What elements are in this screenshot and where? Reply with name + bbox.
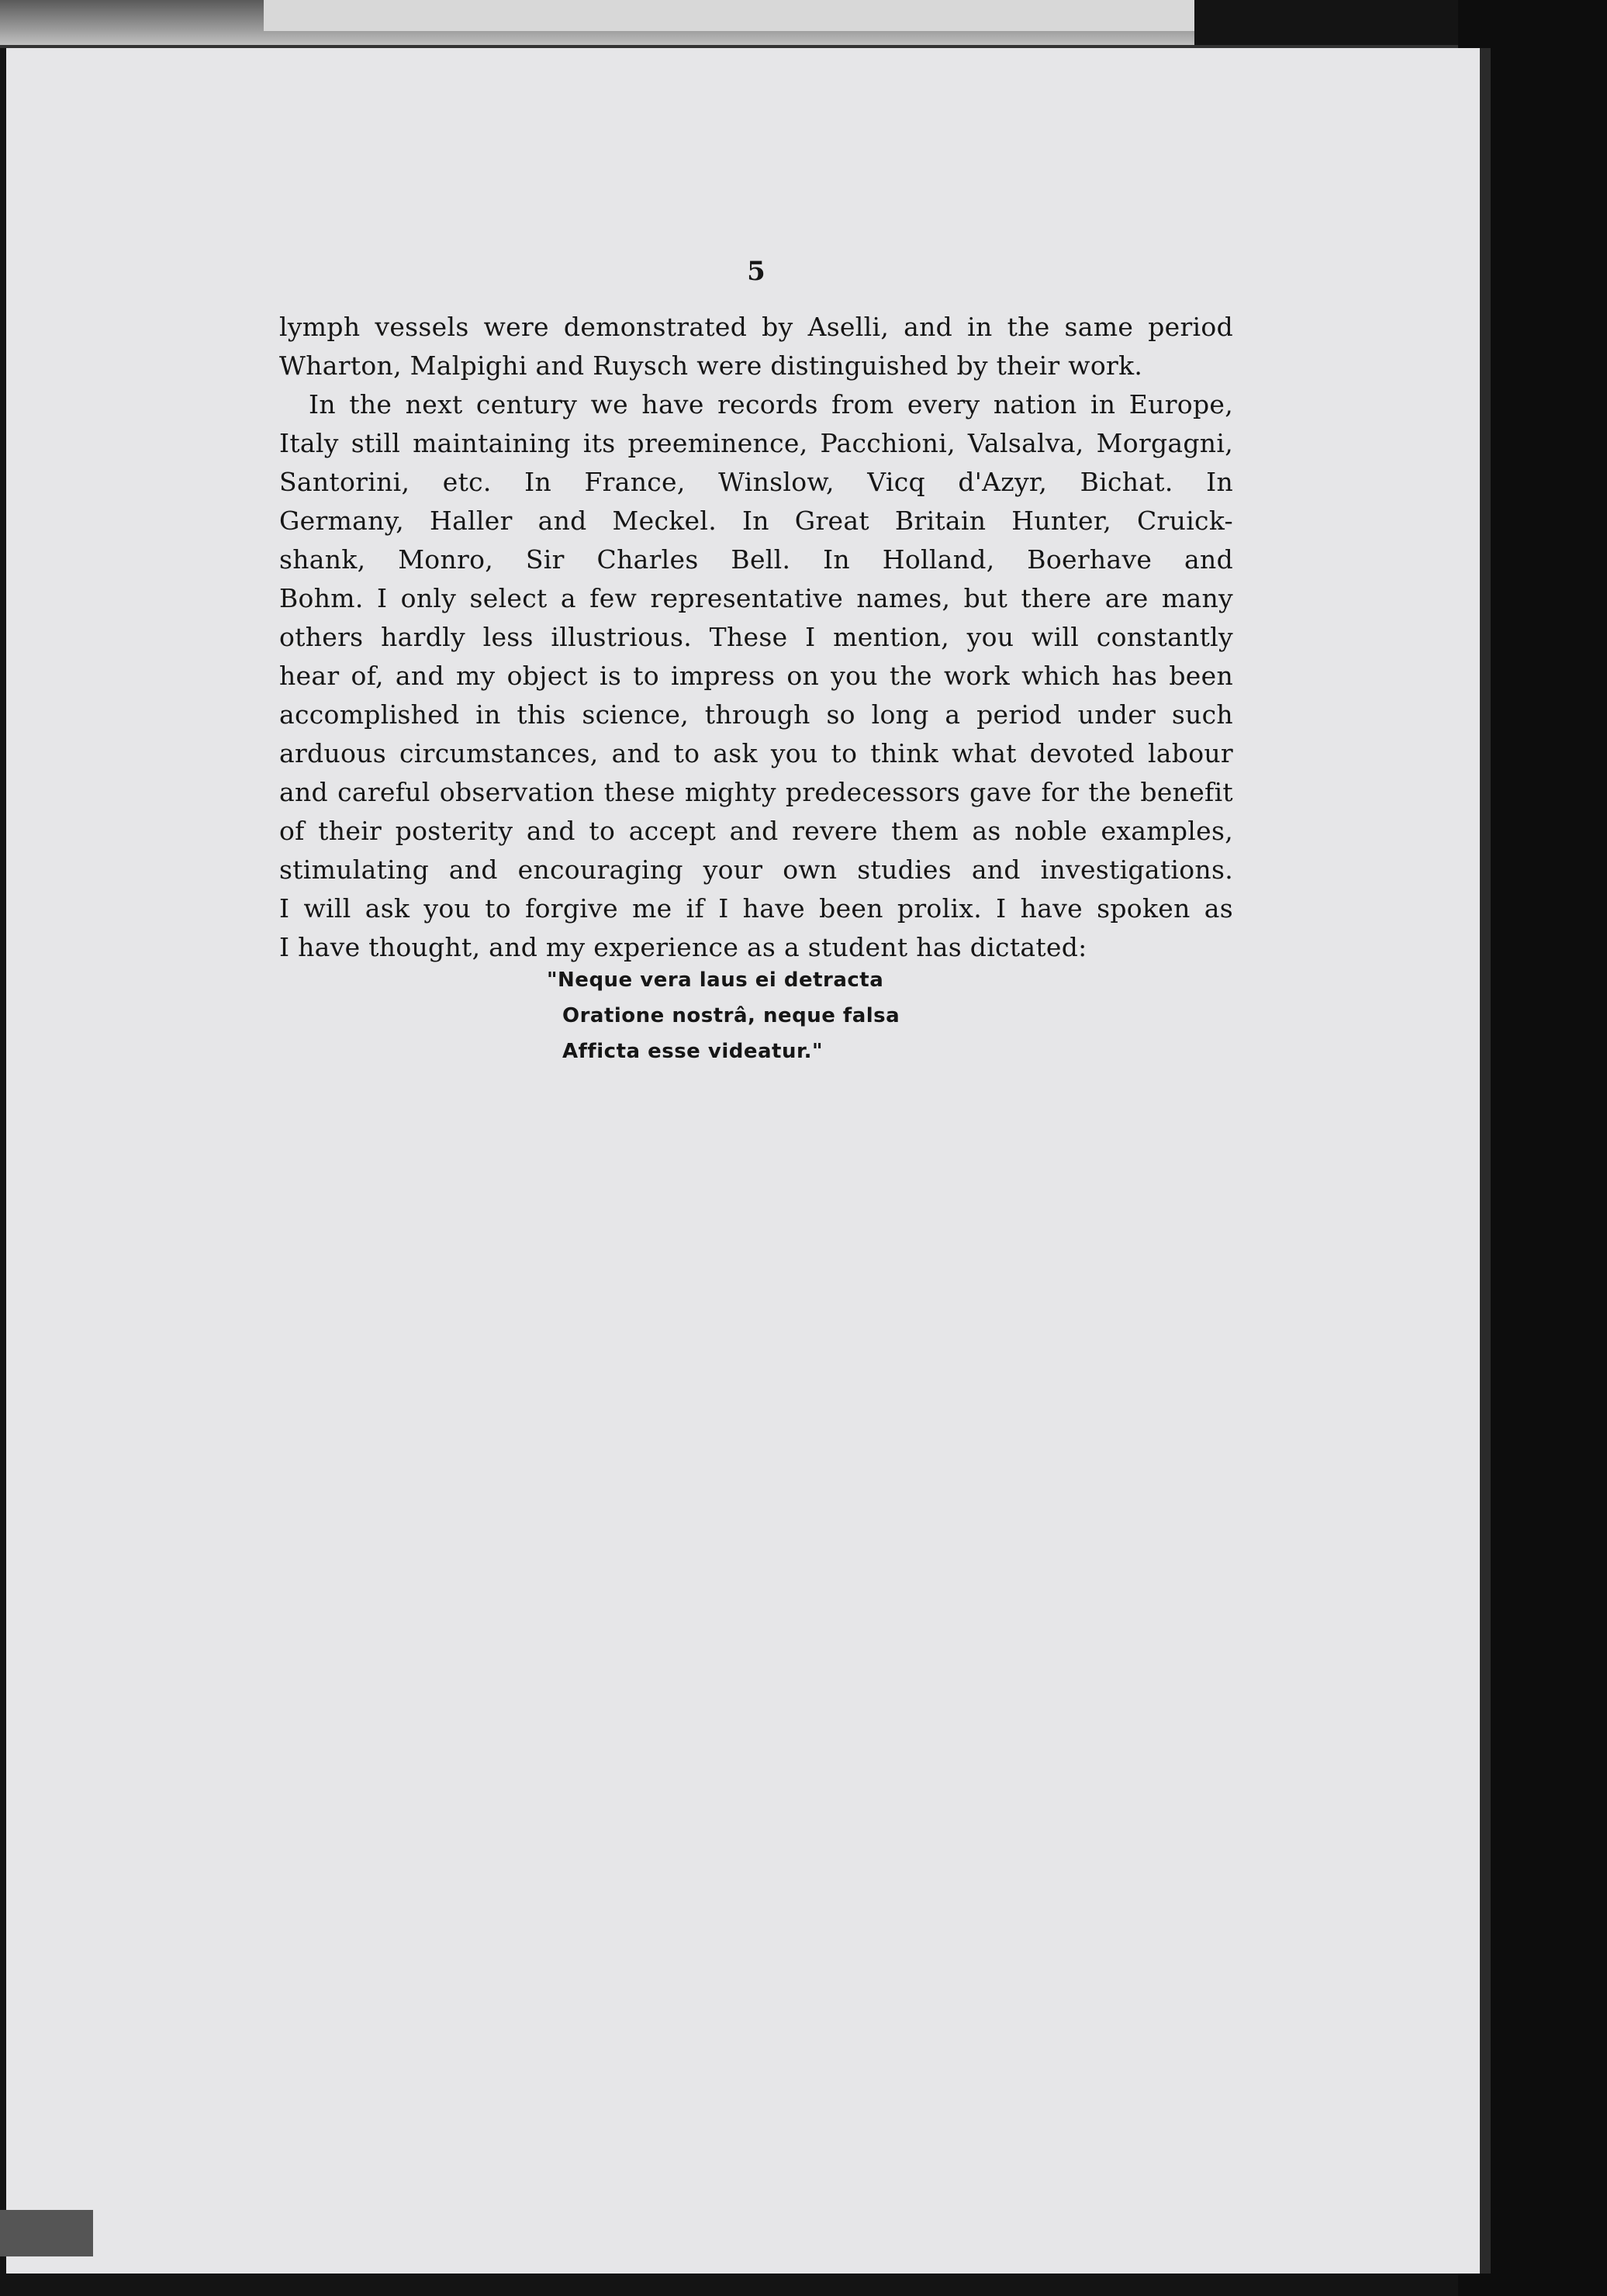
body-line: hear of, and my object is to impress on you the work which has been — [279, 661, 1233, 691]
page-edge — [1480, 48, 1491, 2274]
body-line: Germany, Haller and Meckel. In Great Britain Hunter, Cruick- — [279, 506, 1233, 536]
body-line: others hardly less illustrious. These I mention, you will constantly — [279, 622, 1233, 652]
body-line: and careful observation these mighty predecessors gave for the benefit — [279, 777, 1233, 807]
body-line: I have thought, and my experience as a student has dictated: — [279, 932, 1087, 962]
quote-line: Afficta esse videatur." — [562, 1040, 823, 1063]
quote-line: Oratione nostrâ, neque falsa — [562, 1004, 900, 1027]
body-line: Italy still maintaining its preeminence, Pacchioni, Valsalva, Morgagni, — [279, 428, 1233, 458]
page-top-rule — [0, 45, 1458, 48]
body-line: stimulating and encouraging your own studies and investigations. — [279, 855, 1233, 885]
body-line: I will ask you to forgive me if I have been prolix. I have spoken as — [279, 893, 1233, 924]
scan-bottom-smudge — [0, 2210, 93, 2256]
body-line: Wharton, Malpighi and Ruysch were distinguished by their work. — [279, 350, 1143, 381]
body-line: In the next century we have records from every nation in Europe, — [309, 389, 1233, 419]
body-line: accomplished in this science, through so long a period under such — [279, 699, 1233, 730]
body-line: Bohm. I only select a few representative names, but there are many — [279, 583, 1233, 613]
quote-line: "Neque vera laus ei detracta — [547, 968, 884, 992]
scan-top-strip-highlight — [264, 0, 1194, 31]
body-line: shank, Monro, Sir Charles Bell. In Holland, Boerhave and — [279, 544, 1233, 575]
body-line: of their posterity and to accept and revere them as noble examples, — [279, 816, 1233, 846]
page-number: 5 — [747, 256, 765, 287]
body-line: lymph vessels were demonstrated by Aselli, and in the same period — [279, 312, 1233, 342]
body-line: Santorini, etc. In France, Winslow, Vicq d'Azyr, Bichat. In — [279, 467, 1233, 497]
body-line: arduous circumstances, and to ask you to think what devoted labour — [279, 738, 1233, 768]
